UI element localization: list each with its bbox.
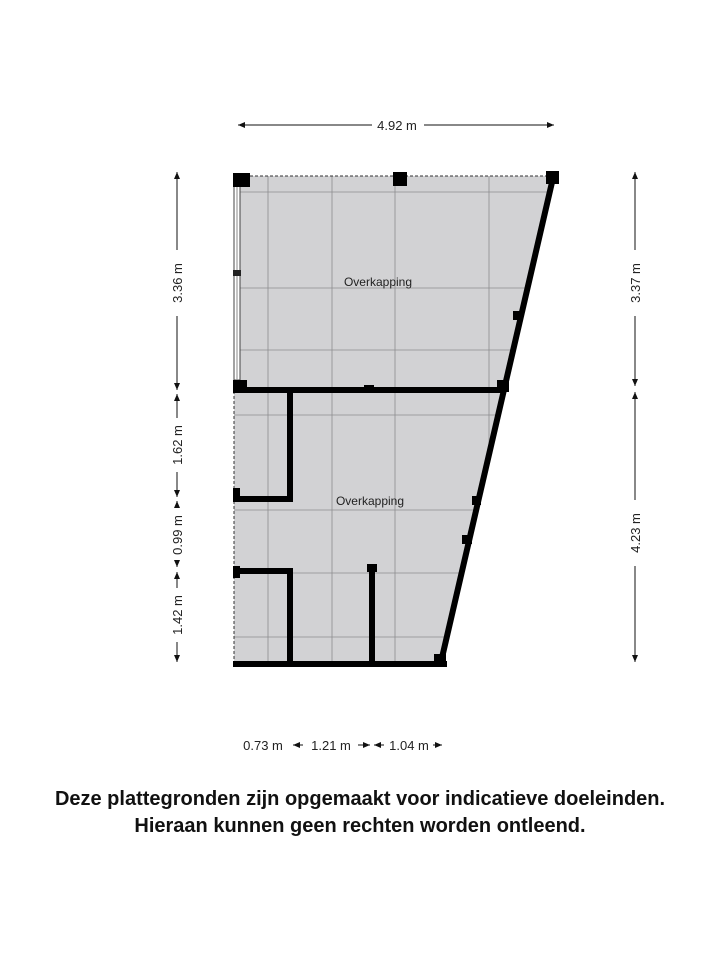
dimension-bottom-1-label: 0.73 m <box>243 738 283 753</box>
floor-area <box>234 176 554 664</box>
dimension-bottom-3-label: 1.04 m <box>389 738 429 753</box>
dimension-left-small-label: 0.99 m <box>170 515 185 555</box>
disclaimer-line-2: Hieraan kunnen geen rechten worden ontleend. <box>134 815 586 837</box>
room-label-upper: Overkapping <box>343 275 413 289</box>
dimension-right-upper-label: 3.37 m <box>628 263 643 303</box>
dimension-right-lower-label: 4.23 m <box>628 513 643 553</box>
dimension-bottom-2-label: 1.21 m <box>311 738 351 753</box>
dimension-left-lower-label: 1.42 m <box>170 595 185 635</box>
dimension-left-upper-label: 3.36 m <box>170 263 185 303</box>
room-label-lower: Overkapping <box>335 494 405 508</box>
dimension-left-mid-label: 1.62 m <box>170 425 185 465</box>
dimension-top-label: 4.92 m <box>377 118 417 133</box>
disclaimer-line-1: Deze plattegronden zijn opgemaakt voor indicatieve doeleinden. <box>54 788 666 810</box>
window-left <box>233 186 241 380</box>
